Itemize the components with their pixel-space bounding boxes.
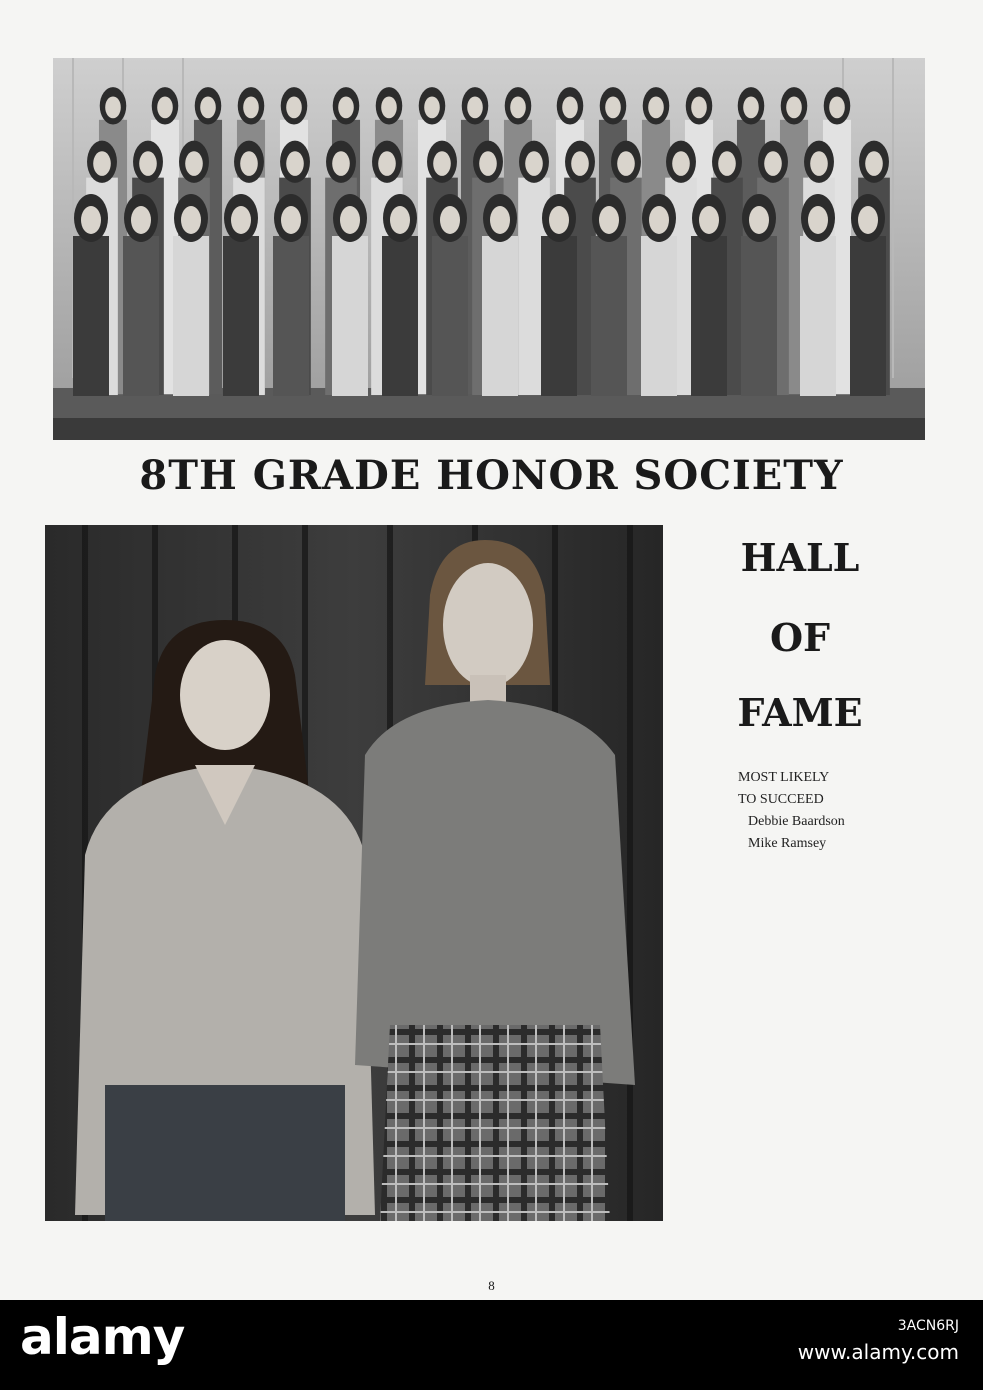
hall-of-fame-word-2: OF — [769, 615, 831, 660]
brand-url: www.alamy.com — [797, 1340, 959, 1364]
award-title-line-1: MOST LIKELY — [738, 770, 830, 785]
award-winner-1: Debbie Baardson — [748, 814, 845, 829]
group-photo — [53, 58, 925, 440]
section-title: 8TH GRADE HONOR SOCIETY — [139, 452, 844, 499]
award-title-line-2: TO SUCCEED — [738, 792, 824, 807]
page-number: 8 — [488, 1278, 495, 1293]
image-id: 3ACN6RJ — [897, 1318, 959, 1334]
hall-of-fame-word-1: HALL — [740, 535, 860, 580]
award-winner-2: Mike Ramsey — [748, 836, 827, 851]
portrait-photo — [45, 525, 663, 1221]
hall-of-fame-word-3: FAME — [737, 690, 863, 735]
brand-logo: alamy — [20, 1308, 185, 1366]
